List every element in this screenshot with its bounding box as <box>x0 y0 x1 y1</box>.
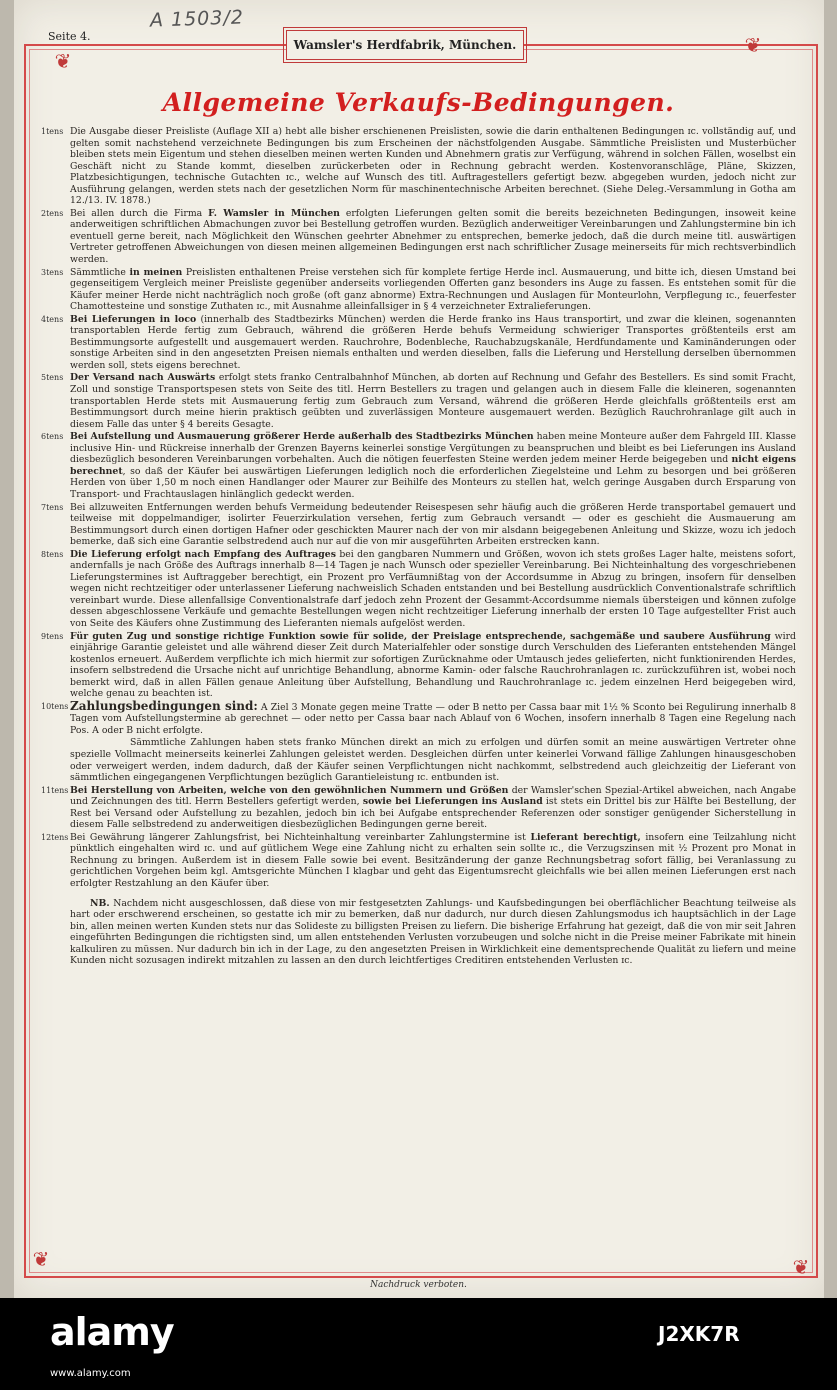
body-text: Bei allzuweiten Entfernungen werden behufs Vermeidung bedeutender Reisespesen sehr häufig auch die größeren Herde transportabel gemauert und teilweise mit doppelmandiger, isolirter Feuerzirkulation versehen, fertig zum Gebrauch versandt — oder es geschieht die Ausmauerung am Bestimmungsort durch einen dortigen Hafner oder geschickten Maurer nach der von mir alsdann beigegebenen Anleitung und Skizze, wozu ich jedoch bemerke, daß sich eine Garantie selbstredend auch nur auf die von mir ausgeführten Arbeiten erstrecken kann. <box>70 501 796 548</box>
body-text: insofern eine Teilzahlung nicht pünktlich eingehalten wird ɪc. und auf gütlichem Wege eine Zahlung nicht zu erhalten sein sollte ɪc., die Verzugszinsen mit ½ Prozent pro Monat in Rechnung zu bringen. Außerdem ist in diesem Falle sowie bei event. Besitzänderung der ganze Rechnungsbetrag sofort fällig, bei Veranlassung zu gerichtlichen Vorgehen beim kgl. Amtsgerichte München I klagbar und geht das Eigentumsrecht gleichfalls wie bei allen meinen Lieferungen erst nach erfolgter Restzahlung an den Käufer über. <box>70 831 796 889</box>
clause-text <box>70 372 796 430</box>
page-number: Seite 4. <box>48 30 91 43</box>
emphasis-text: Lieferant berechtigt, <box>530 831 641 843</box>
clause <box>41 784 796 831</box>
clause <box>41 207 797 266</box>
clause-number: 3tens <box>41 267 64 277</box>
clause <box>41 431 796 500</box>
clause-number: 5tens <box>41 373 64 383</box>
emphasis-text: F. Wamsler in München <box>208 207 340 219</box>
body-text: Preislisten enthaltenen Preise verstehen sich für komplete fertige Herde incl. Ausmauerung, und bitte ich, diesen Umstand bei gegenseitigem Vergleich meiner Preisliste gegenüber anderseits vorliegenden Offerten ganz besonders ins Auge zu fassen. Es entstehen somit für die Käufer meiner Herde nicht nachträglich noch große (oft ganz abnorme) Extra-Rechnungen und Auslagen für Monteurlohn, Verpflegung ɪc., feuerfester Chamottesteine und sonstige Zuthaten ɪc., mit Ausnahme alleinfallsiger in § 4 verzeichneter Extralieferungen. <box>70 266 796 313</box>
body-text: Die Ausgabe dieser Preisliste (Auflage XII a) hebt alle bisher erschienenen Preislisten, sowie die darin enthaltenen Bedingungen ɪc. vollständig auf, und gelten somit nachstehend verzeichnete Bedingungen bis zum Erscheinen der nächstfolgenden Ausgabe. Sämmtliche Preislisten und Musterbücher bleiben stets mein Eigentum und stehen dieselben meinen werten Kunden und Abnehmern gratis zur Verfügung, während in solchen Fällen, woselbst ein Geschäft nicht zu Stande kommt, dieselben zurückerbeten oder in Rechnung gebracht werden. Kostenvoranschläge, Pläne, Skizzen, Platzbesichtigungen, technische Gutachten ɪc., welche auf Wunsch des titl. Auftragestellers gefertigt bezw. abgegeben wurden, jedoch nicht zur Ausführung gelangen, werden stets nach der gesetzlichen Norm für maschinentechnische Arbeiten berechnet. (Siehe Deleg.-Versammlung in Gotha am 12./13. IV. 1878.) <box>70 126 796 207</box>
nb-label: NB. <box>90 897 110 909</box>
clause <box>41 501 796 548</box>
clause-number: 4tens <box>41 314 64 324</box>
header-cartouche: Wamsler's Herdfabrik, München. <box>286 30 524 60</box>
footer-note: Nachdruck verboten. <box>370 1280 467 1290</box>
clause-number: 10tens <box>41 701 69 711</box>
clause-text <box>70 208 796 266</box>
clause-number: 12tens <box>41 832 69 842</box>
body-text: wird einjährige Garantie geleistet und alle während dieser Zeit durch Materialfehler oder sonstige durch Verschulden des Lieferanten entstehenden Mängel kostenlos erneuert. Außerdem verpflichte ich mich hiermit zur sofortigen Zurücknahme oder Umtausch jedes gelieferten, nicht funktionirenden Herdes, insofern selbstredend die Ursache nicht auf unrichtige Behandlung, abnorme Kamin- oder falsche Rauchrohranlagen ɪc. zurückzuführen ist, wobei noch bemerkt wird, daß in allen Fällen genaue Anleitung über Aufstellung, Behandlung und Rauchrohranlage ɪc. jedem einzelnen Herd beigegeben wird, welche genau zu beachten ist. <box>70 630 796 700</box>
clause <box>41 372 797 430</box>
clause-text <box>70 698 796 737</box>
nb-paragraph <box>70 898 796 967</box>
nb-text: Nachdem nicht ausgeschlossen, daß diese von mir festgesetzten Zahlungs- und Kaufsbedingungen bei oberflächlicher Beachtung teilweise als hart oder erschwerend erscheinen, so gestatte ich mir zu bemerken, daß nur dadurch, nur durch diesen Zahlungsmodus ich hauptsächlich in der Lage bin, allen meinen werten Kunden stets nur das Solideste zu billigsten Preisen zu liefern. Die bisherige Erfahrung hat gezeigt, daß die von mir seit Jahren eingeführten Bedingungen die richtigsten sind, um allen entstehenden Verlusten vorzubeugen und solche nicht in die Preise meiner Fabrikate mit hinein kalkuliren zu müssen. Nur dadurch bin ich in der Lage, zu den angesetzten Preisen in Wirklichkeit eine dementsprechende Qualität zu liefern und meine Kunden nicht sozusagen indirekt mitzahlen zu lassen an den durch leichtfertiges Creditiren entstehenden Verlusten ɪc. <box>70 897 796 967</box>
emphasis-text: in meinen <box>129 266 183 278</box>
clause <box>41 126 796 207</box>
body-text: Bei Gewährung längerer Zahlungsfrist, bei Nichteinhaltung vereinbarter Zahlungstermine ist <box>70 831 531 843</box>
conditions-body <box>41 126 797 976</box>
body-text: haben meine Monteure außer dem Fahrgeld III. Klasse inclusive Hin- und Rückreise innerhalb der Grenzen Bayerns keinerlei sonstige Vergütungen zu beanspruchen und bleibt es bei Lieferungen ins Ausland diesbezüglich besonderen Vereinbarungen vorbehalten. Auch die nötigen feuerfesten Steine werden jedem meiner Herde beigegeben und <box>70 431 796 466</box>
emphasis-text: Für guten Zug und sonstige richtige Funktion sowie für solide, der Preislage entsprechende, sachgemäße und saubere Ausführung <box>70 630 771 642</box>
clause-text <box>70 737 796 783</box>
body-text: bei den gangbaren Nummern und Größen, wovon ich stets großes Lager halte, meistens sofort, andernfalls je nach Größe des Auftrags innerhalb 8—14 Tagen je nach Wunsch oder spezieller Vereinbarung. Bei Nichteinhaltung des vorgeschriebenen Lieferungstermines ist Auftraggeber berechtigt, ein Prozent pro Verfäumnißtag von der Accordsumme in Abzug zu bringen, insofern für denselben wegen nicht rechtzeitiger oder unterlassener Lieferung nachweislich Schaden entstanden und bei Bestellung ausdrücklich Conventionalstrafe schriftlich vereinbart wurde. Diese allenfallsige Conventionalstrafe darf jedoch zehn Prozent der Gesammt-Accordsumme niemals übersteigen und können zufolge dessen abgeschlossene Verkäufe und gemachte Bestellungen wegen nicht rechtzeitiger Lieferung innerhalb der ersten 10 Tage aufgestellter Frist auch von Seite des Käufers ohne Zustimmung des Lieferanten niemals aufgelöst werden. <box>70 548 796 629</box>
clause-number: 9tens <box>41 631 64 641</box>
emphasis-text: Die Lieferung erfolgt nach Empfang des Auftrages <box>70 548 336 560</box>
body-text: Sämmtliche <box>70 266 130 278</box>
clause <box>41 630 796 700</box>
stock-id: J2XK7R <box>658 1322 740 1346</box>
clause <box>41 313 797 372</box>
emphasis-text: Der Versand nach Auswärts <box>70 372 216 384</box>
body-text: , so daß der Käufer bei auswärtigen Lieferungen lediglich noch die erforderlichen Ziegelsteine und Lehm zu besorgen und bei größeren Herden von über 1,50 m noch einen Handlanger oder Maurer zur Beihilfe des Monteurs zu stellen hat, welch geringe Ausgaben durch Ersparung von Transport- und Frachtauslagen hinlänglich gedeckt werden. <box>70 465 796 500</box>
clause <box>41 548 796 630</box>
clause-text <box>70 126 796 207</box>
clause-text <box>70 431 796 500</box>
clause-number: 8tens <box>41 549 64 559</box>
clause <box>41 831 796 890</box>
body-text: der Wamsler'schen Spezial-Artikel abweichen, nach Angabe und Zeichnungen des titl. Herrn Bestellers gefertigt werden, <box>70 784 796 808</box>
clause-number: 2tens <box>41 208 64 218</box>
body-text: erfolgten Lieferungen gelten somit die bereits bezeichneten Bedingungen, insoweit keine anderweitigen schriftlichen Abmachungen zuvor bei Bestellung getroffen wurden. Bezüglich anderweitiger Vereinbarungen und Zahlungstermine bin ich eventuell gerne bereit, nach Möglichkeit den Wünschen geehrter Abnehmer zu entsprechen, bemerke jedoch, daß die durch meine titl. auswärtigen Vertreter getroffenen Abweichungen von diesen meinen allgemeinen Bedingungen erst nach schriftlicher Zusage meinerseits für mich rechtsverbindlich werden. <box>70 207 797 266</box>
body-text: erfolgt stets franko Centralbahnhof München, ab dorten auf Rechnung und Gefahr des Bestellers. Es sind somit Fracht, Zoll und sonstige Transportspesen stets von Seite des titl. Herrn Bestellers zu tragen und gelangen auch in diesem Falle die kleineren, sogenannten transportablen Herde stets mit Ausmauerung fertig zum Gebrauch zum Versand, während die größeren Herde gleichfalls größtenteils erst am Bestimmungsort durch meine hierin praktisch geübten und zuverlässigen Monteure ausgemauert werden. Bezüglich Rauchrohranlage gilt auch in diesem Falle das unter § 4 bereits Gesagte. <box>70 372 797 430</box>
archive-mark: A 1503/2 <box>149 6 245 32</box>
corner-ornament-icon: ❦ <box>744 33 762 57</box>
page-title: Allgemeine Verkaufs-Bedingungen. <box>162 88 675 117</box>
emphasis-text: Bei Aufstellung und Ausmauerung größerer Herde außerhalb des Stadtbezirks München <box>70 431 534 443</box>
clause-text <box>70 631 796 700</box>
clause-text <box>70 267 796 313</box>
emphasis-text: Bei Herstellung von Arbeiten, welche von den gewöhnlichen Nummern und Größen <box>70 784 509 796</box>
watermark-url: www.alamy.com <box>50 1368 131 1379</box>
body-text: Sämmtliche Zahlungen haben stets franko München direkt an mich zu erfolgen und dürfen somit an meine auswärtigen Vertreter ohne spezielle Vollmacht meinerseits keinerlei Zahlungen geleistet werden. Desgleichen dürfen unter keinerlei Vorwand fällige Zahlungen hinausgeschoben oder verweigert werden, indem dadurch, daß der Käufer seinen Verpflichtungen nicht nachkommt, selbstredend auch gleichzeitig der Lieferant von sämmtlichen eingegangenen Verpflichtungen bezüglich Garantieleistung ɪc. entbunden ist. <box>70 737 796 784</box>
body-text: (innerhalb des Stadtbezirks München) werden die Herde franko ins Haus transportirt, und zwar die kleinen, sogenannten transportablen Herde fertig zum Gebrauch, während die größeren Herde behufs Vermeidung schwieriger Transportes größtenteils erst am Bestimmungsorte aufgestellt und ausgemauert werden. Rauchrohre, Bodenbleche, Rauchabzugskanäle, Herdfundamente und Kaminänderungen oder sonstige Arbeiten sind in den angesetzten Preisen niemals enthalten und werden dieselben, falls die Lieferung und Herstellung derselben übernommen werden soll, stets eigens berechnet. <box>70 313 797 371</box>
emphasis-text: Bei Lieferungen in loco <box>70 313 197 325</box>
emphasis-text: nicht eigens berechnet <box>70 454 796 477</box>
clause <box>41 698 796 737</box>
clause-number: 6tens <box>41 432 64 442</box>
body-text: Bei allen durch die Firma <box>70 207 209 219</box>
clause <box>70 737 796 783</box>
watermark-logo: alamy <box>50 1310 174 1354</box>
clause-text <box>70 549 796 630</box>
emphasis-text: Zahlungsbedingungen sind: <box>70 698 258 713</box>
body-text: ist stets ein Drittel bis zur Hälfte bei Bestellung, der Rest bei Versand oder Aufstellung zu bezahlen, jedoch bin ich bei Aufgabe entsprechender Referenzen oder sonstiger genügender Sicherstellung in diesem Falle selbstredend zu anderweitigen diesbezüglichen Bedingungen gerne bereit. <box>70 796 796 831</box>
clause-number: 7tens <box>41 502 64 512</box>
corner-ornament-icon: ❦ <box>54 49 72 73</box>
clause <box>41 266 796 313</box>
emphasis-text: sowie bei Lieferungen ins Ausland <box>362 796 543 808</box>
corner-ornament-icon: ❦ <box>32 1247 50 1271</box>
clause-text <box>70 502 796 548</box>
clause-number: 1tens <box>41 127 64 136</box>
clause-number: 11tens <box>41 785 69 795</box>
clause-text <box>70 785 796 831</box>
corner-ornament-icon: ❦ <box>792 1255 810 1279</box>
clause-text <box>70 832 796 890</box>
clause-text <box>70 314 796 372</box>
body-text: A Ziel 3 Monate gegen meine Tratte — oder B netto per Cassa baar mit 1½ % Sconto bei Regulirung innerhalb 8 Tagen vom Aufstellungstermine ab gerechnet — oder netto per Cassa baar nach Ablauf von 6 Wochen, insofern innerhalb 8 Tagen eine Regelung nach Pos. A oder B nicht erfolgte. <box>70 701 796 736</box>
